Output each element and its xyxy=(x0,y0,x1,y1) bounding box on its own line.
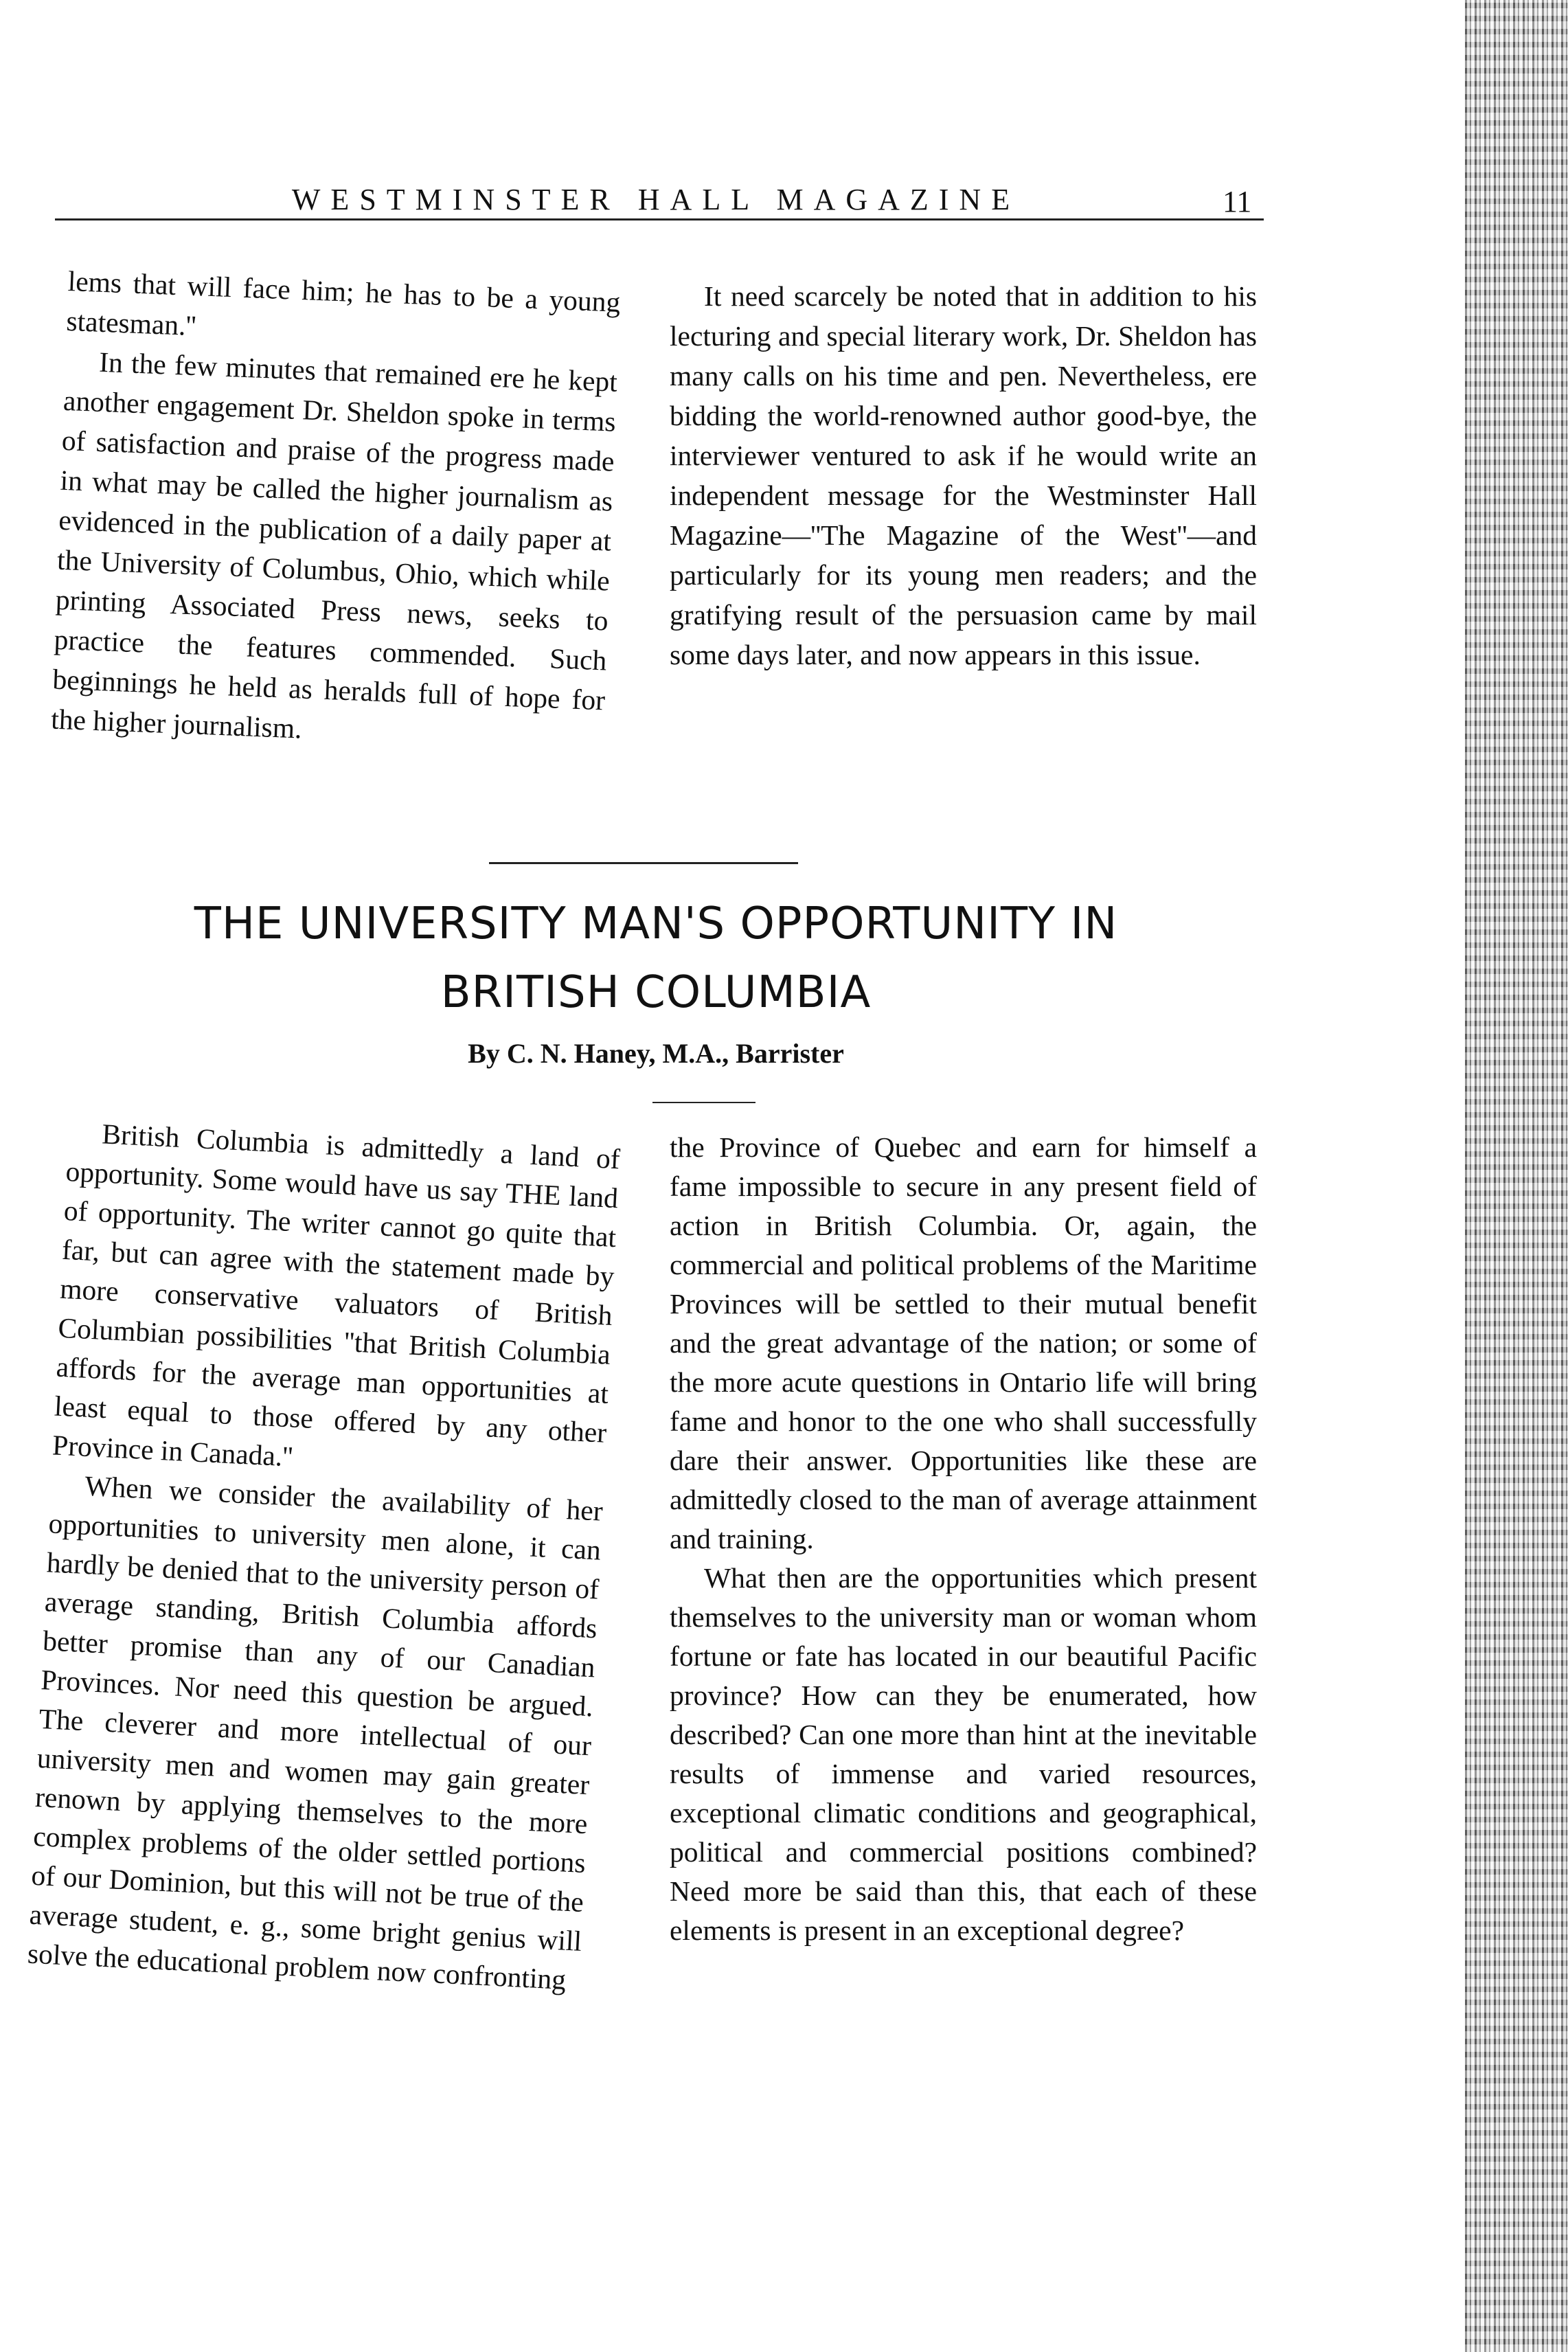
article-right-column xyxy=(670,1128,1257,1950)
continued-right-column xyxy=(670,276,1257,675)
page-number: 11 xyxy=(1223,185,1252,218)
article-title xyxy=(89,890,1223,1027)
paragraph: It need scarcely be noted that in addition to his lecturing and special literary work, Dr. Sheldon has many calls on his time and pen. Nevertheless, ere bidding the world-renowned author good-bye, the interviewer ventured to ask if he would write an independent message for the Westminster Hall Magazine—''The Magazine of the West''—and particularly for its young men readers; and the gratifying result of the persuasion came by mail some days later, and now appears in this issue. xyxy=(670,280,1257,670)
title-line-2: BRITISH COLUMBIA xyxy=(440,967,872,1018)
paragraph: In the few minutes that remained ere he kept another engagement Dr. Sheldon spoke in terms of satisfaction and praise of the progress made in what may be called the higher journalism as evidenced in the publication of a daily paper at the University of Columbus, Ohio, which while printing Associated Press news, seeks to practice the features commended. Such beginnings he held as heralds full of hope for the higher journalism. xyxy=(50,346,618,745)
paragraph: What then are the opportunities which present themselves to the university man or woman whom fortune or fate has located in our beautiful Pacific province? How can they be enumerated, how described? Can one more than hint at the inevitable results of immense and varied resources, exceptional climatic conditions and geographical, political and commercial positions combined? Need more be said than this, that each of these elements is present in an exceptional degree? xyxy=(670,1562,1257,1946)
header-rule xyxy=(55,218,1264,220)
byline: By C. N. Haney, M.A., Barrister xyxy=(468,1038,844,1069)
continued-left-column xyxy=(50,261,621,760)
title-line-1: THE UNIVERSITY MAN'S OPPORTUNITY IN xyxy=(194,898,1118,949)
paragraph: the Province of Quebec and earn for himself a fame impossible to secure in any present field of action in British Columbia. Or, again, the commercial and political problems of the Maritime Provinces will be settled to their mutual benefit and the great advantage of the nation; or some of the more acute questions in Ontario life will bring fame and honor to the one who shall successfully dare their answer. Opportunities like these are admittedly closed to the man of average attainment and training. xyxy=(670,1131,1257,1554)
paragraph: When we consider the availability of her opportunities to university men alone, it can hardly be denied that to the university person of average standing, British Columbia affords better promise than any of our Canadian Provinces. Nor need this question be argued. The cleverer and more intellectual of our university men and women may gain greater renown by applying themselves to the more complex problems of the older settled portions of our Dominion, but this will not be true of the average student, e. g., some bright genius will solve the educational problem now confronting xyxy=(27,1469,604,1995)
binding-edge xyxy=(1465,0,1568,2352)
article-left-column xyxy=(27,1113,621,2000)
paragraph: British Columbia is admittedly a land of opportunity. Some would have us say THE land of opportunity. The writer cannot go quite that far, but can agree with the statement made by more conservative valuators of British Columbian possibilities ''that British Columbia affords for the average man opportunities at least equal to those offered by any other Province in Canada.'' xyxy=(52,1118,621,1473)
byline-rule xyxy=(652,1102,755,1103)
running-header: WESTMINSTER HALL MAGAZINE xyxy=(291,183,1021,216)
paragraph: lems that will face him; he has to be a young statesman.'' xyxy=(65,264,622,342)
section-divider xyxy=(489,862,798,864)
